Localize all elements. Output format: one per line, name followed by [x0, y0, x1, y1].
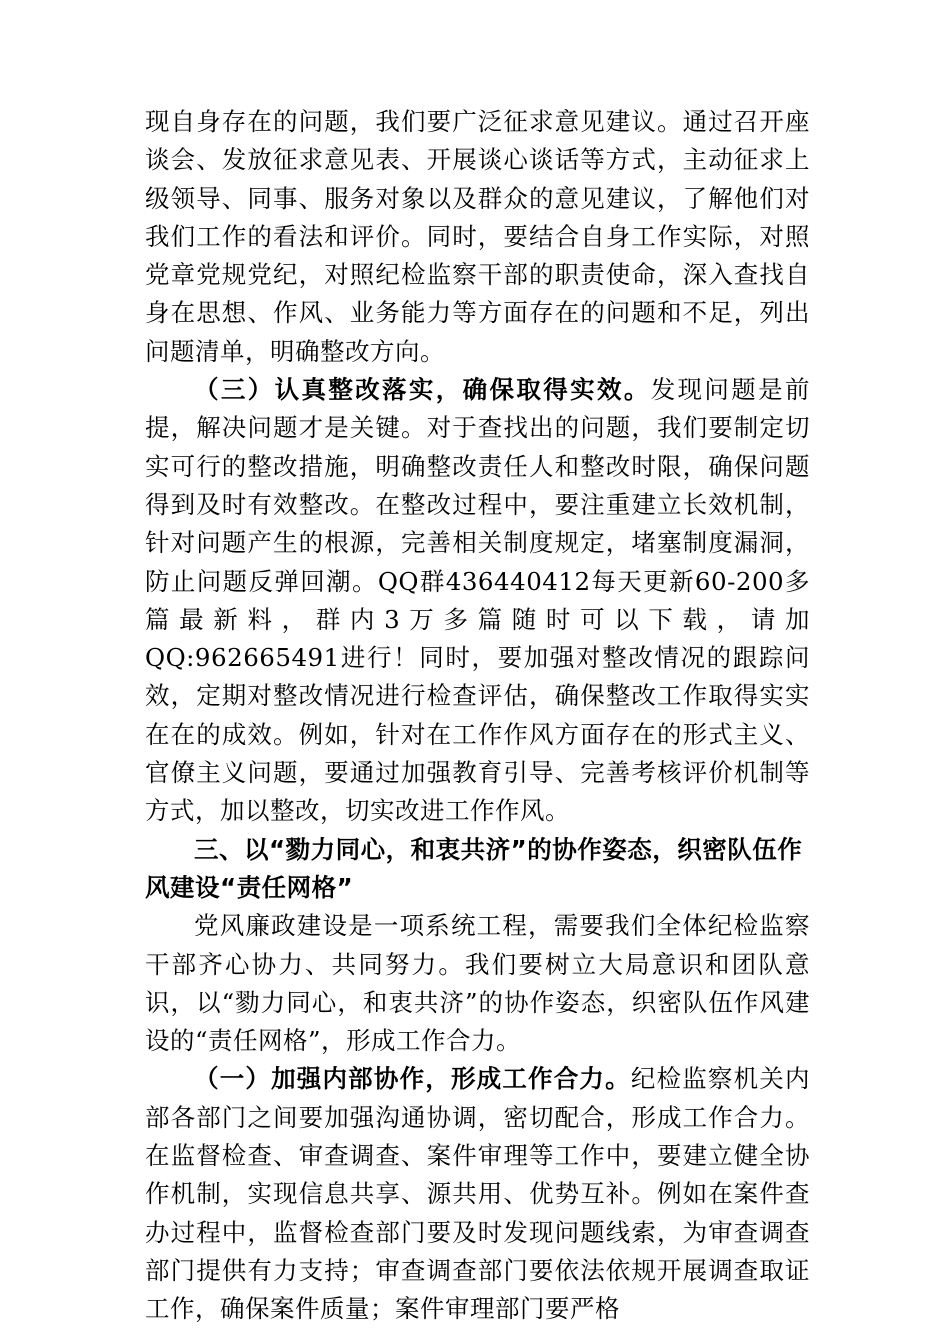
paragraph-continuation: 现自身存在的问题，我们要广泛征求意见建议。通过召开座谈会、发放征求意见表、开展谈心谈话等方式，主动征求上级领导、同事、服务对象以及群众的意见建议，了解他们对我们工作的看法和评价。同时，要结合自身工作实际，对照党章党规党纪，对照纪检监察干部的职责使命，深入查找自身在思想、作风、业务能力等方面存在的问题和不足，列出问题清单，明确整改方向。	[145, 107, 810, 366]
section-heading-3: 三、以“勠力同心，和衷共济”的协作姿态，织密队伍作风建设“责任网格”	[145, 834, 803, 902]
paragraph-rectification	[145, 371, 810, 831]
paragraph-body: 纪检监察机关内部各部门之间要加强沟通协调，密切配合，形成工作合力。在监督检查、审查调查、案件审理等工作中，要建立健全协作机制，实现信息共享、源共用、优势互补。例如在案件查办过程中，监督检查部门要及时发现问题线索，为审查调查部门提供有力支持；审查调查部门要依法依规开展调查取证工作，确保案件质量；案件审理部门要严格	[145, 1064, 811, 1324]
section-subtitle-3: （三）认真整改落实，确保取得实效。	[194, 375, 651, 405]
paragraph-cooperation	[145, 1060, 810, 1328]
paragraph-body: 发现问题是前提，解决问题才是关键。对于查找出的问题，我们要制定切实可行的整改措施，明确整改责任人和整改时限，确保问题得到及时有效整改。在整改过程中，要注重建立长效机制，针对问题产生的根源，完善相关制度规定，堵塞制度漏洞，防止问题反弹回潮。QQ群436440412每天更新60-200多篇最新料，群内3万多篇随时可以下载，请加QQ:962665491进行！同时，要加强对整改情况的跟踪问效，定期对整改情况进行检查评估，确保整改工作取得实实在在的成效。例如，针对在工作作风方面存在的形式主义、官僚主义问题，要通过加强教育引导、完善考核评价机制等方式，加以整改，切实改进工作作风。	[145, 375, 811, 826]
section-subtitle-1: （一）加强内部协作，形成工作合力。	[194, 1064, 631, 1094]
paragraph-intro: 党风廉政建设是一项系统工程，需要我们全体纪检监察干部齐心协力、共同努力。我们要树立大局意识和团队意识，以“勠力同心，和衷共济”的协作姿态，织密队伍作风建设的“责任网格”，形成工作合力。	[145, 911, 810, 1056]
